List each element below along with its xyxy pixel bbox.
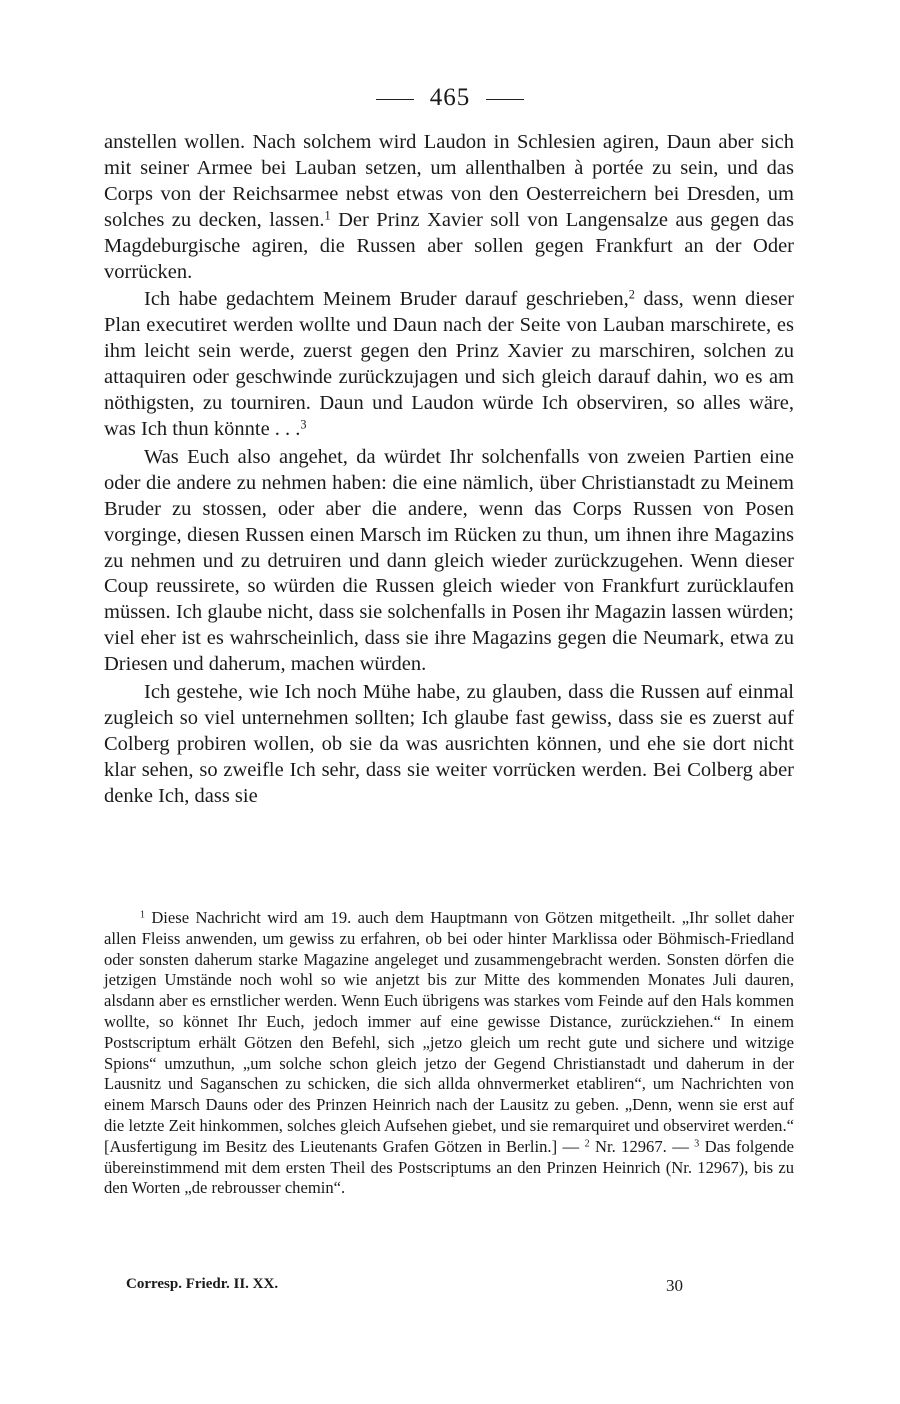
footnote-3: Das folgende übereinstimmend mit dem ersten Theil des Postscriptums an den Prinzen Heinrich (Nr. 12967), bis zu den Worten „de rebrousser chemin“. <box>104 1136 794 1198</box>
footnote-number-2: 2 <box>584 1138 590 1150</box>
footnote-number-1: 1 <box>140 909 145 921</box>
header-rule-left <box>376 99 414 100</box>
footnote-1: Diese Nachricht wird am 19. auch dem Hauptmann von Götzen mitgetheilt. „Ihr sollet daher allen Fleiss anwenden, um gewiss zu erfahren, ob bei oder hinter Marklissa oder Böhmisch-Friedland oder sonsten daherum starke Magazine angeleget und zusammengebracht werden. Sonsten dörfen die jetzigen Umstände noch wohl so wie anjetzt bis zur Mitte des kommenden Monates Juli dauren, alsdann aber es ernstlicher werden. Wenn Euch übrigens was starkes vom Feinde auf den Hals kommen wollte, so könnet Ihr Euch, jedoch immer auf eine gewisse Distance, zurückziehen.“ In einem Postscriptum erhält Götzen den Befehl, sich „jetzo gleich um recht gute und sichere und witzige Spions“ umzuthun, „um solche schon gleich jetzo der Gegend Christianstadt und daherum in der Lausnitz und Saganschen zu schicken, die sich allda ohnvermerket etabliren“, um Nachrichten von einem Marsch Dauns oder des Prinzen Heinrich nach der Lausitz zu geben. „Denn, wenn sie erst auf die letzte Zeit hinkommen, solches gleich Aufsehen giebet, und sie remarquiret und observiret werden.“ [Ausfertigung im Besitz des Lieutenants Grafen Götzen in Berlin.] — <box>104 908 794 1156</box>
paragraph-1: anstellen wollen. Nach solchem wird Laudon in Schlesien agiren, Daun aber sich mit seiner Armee bei Lauban setzen, um allenthalben à portée zu sein, und das Corps von der Reichsarmee nebst etwas von den Oesterreichern bei Dresden, um solches zu decken, lassen.$^1$ Der Prinz Xavier soll von Langensalze aus gegen das Magdeburgische agiren, die Russen aber sollen gegen Frankfurt an der Oder vorrücken. <box>104 131 794 283</box>
footnote-number-3: 3 <box>694 1138 700 1150</box>
page-header <box>0 84 900 112</box>
footnote-marker-3: 3 <box>300 417 307 432</box>
page-number: 465 <box>429 84 471 111</box>
header-rule-right <box>486 99 524 100</box>
paragraph-2: Ich habe gedachtem Meinem Bruder darauf geschrieben,$^2$ dass, wenn dieser Plan executiret werden wollte und Daun nach der Seite von Lauban marschirete, es ihm leicht sein werde, zuerst gegen den Prinz Xavier zu marschiren, solchen zu attaquiren oder geschwinde zurückzujagen und sich gleich darauf dahin, wo es am nöthigsten, zu tourniren. Daun und Laudon würde Ich observiren, so alles wäre, was Ich thun könnte . . .$^3$ <box>104 287 794 440</box>
page-footer <box>126 1276 686 1293</box>
footnote-block <box>104 908 794 1199</box>
paragraph-3: Was Euch also angehet, da würdet Ihr solchenfalls von zweien Partien eine oder die andere zu nehmen haben: die eine nämlich, über Christianstadt zu Meinem Bruder zu stossen, oder aber die andere, wenn das Corps Russen von Posen vorginge, diesen Russen einen Marsch im Rücken zu thun, um ihnen ihre Magazins zu nehmen und zu detruiren und dann gleich wieder zurückzugehen. Wenn dieser Coup reussirete, so würden die Russen gleich wieder von Frankfurt zurücklaufen müssen. Ich glaube nicht, dass sie solchenfalls in Posen ihr Magazin lassen würden; viel eher ist es wahrscheinlich, dass sie ihre Magazins gegen die Neumark, etwa zu Driesen und daherum, machen würden. <box>104 445 794 676</box>
footnote-2: Nr. 12967. — <box>589 1136 689 1156</box>
main-text <box>104 130 794 810</box>
paragraph-4: Ich gestehe, wie Ich noch Mühe habe, zu glauben, dass die Russen auf einmal zugleich so viel unternehmen sollten; Ich glaube fast gewiss, dass sie es zuerst auf Colberg probiren wollen, ob sie da was ausrichten können, und ehe sie dort nicht klar sehen, so zweifle Ich sehr, dass sie weiter vorrücken werden. Bei Colberg aber denke Ich, dass sie <box>104 681 794 807</box>
footnotes <box>104 908 794 1199</box>
footnote-marker-1: 1 <box>324 207 331 222</box>
signature-line: Corresp. Friedr. II. XX. <box>126 1276 279 1292</box>
footnote-marker-2: 2 <box>628 287 635 302</box>
folio-number: 30 <box>666 1276 683 1295</box>
